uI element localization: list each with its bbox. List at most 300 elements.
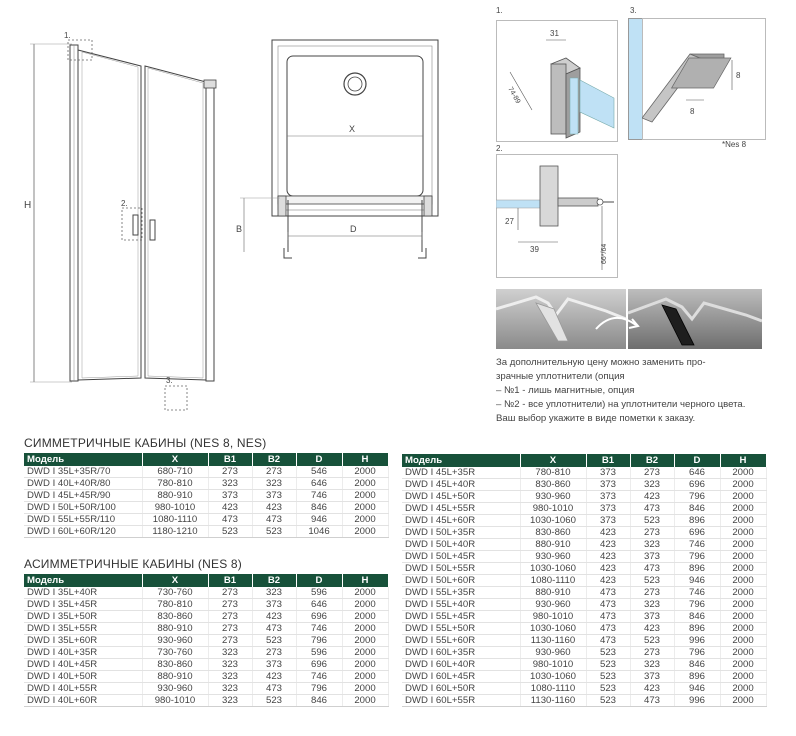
column-header: H [720,454,766,467]
table-row [24,490,388,502]
table-cell: 523 [252,695,296,707]
table-cell: 423 [586,575,630,587]
table-cell: 473 [586,623,630,635]
dim-b-label: B [236,224,243,234]
table-cell: 423 [252,502,296,514]
detail-2-label: 2. [496,144,503,153]
table-row [24,623,388,635]
table-cell: 373 [586,503,630,515]
table-cell: 2000 [342,478,388,490]
table-row [24,599,388,611]
table-cell: 2000 [720,467,766,479]
table-row [402,683,766,695]
table-cell: 273 [630,527,674,539]
table-cell: 1030-1060 [520,563,586,575]
table-cell: 423 [586,527,630,539]
table-cell: 880-910 [142,490,208,502]
table-row [24,526,388,538]
table-cell: 696 [674,527,720,539]
table-cell: DWD I 60L+45R [402,671,520,683]
table-cell: DWD I 50L+60R [402,575,520,587]
column-header: Модель [402,454,520,467]
table-row [24,514,388,526]
table-cell: 946 [674,575,720,587]
dim-d-label: D [350,224,357,234]
table-cell: 373 [208,490,252,502]
table-cell: 896 [674,623,720,635]
table-cell: 696 [296,611,342,623]
table-cell: DWD I 45L+40R [402,479,520,491]
table-cell: 323 [208,478,252,490]
table-cell: 780-810 [142,478,208,490]
table-cell: DWD I 45L+35R [402,467,520,479]
table-cell: 980-1010 [520,503,586,515]
table-cell: 423 [586,563,630,575]
table-cell: 2000 [720,683,766,695]
table-row [24,611,388,623]
table-cell: 2000 [720,671,766,683]
table-cell: 796 [674,491,720,503]
table-cell: 323 [630,599,674,611]
table-cell: 2000 [720,647,766,659]
table-cell: 646 [296,599,342,611]
detail-1-dim-top: 31 [550,29,559,38]
asym-table-right [402,454,767,707]
table-cell: 596 [296,647,342,659]
table-cell: 523 [252,526,296,538]
table-cell: 546 [296,466,342,478]
table-cell: 373 [586,467,630,479]
table-cell: 896 [674,515,720,527]
notes-line: Ваш выбор укажите в виде пометки к заказу. [496,413,696,424]
table-cell: 746 [296,623,342,635]
table-cell: 846 [296,695,342,707]
table-cell: 473 [252,683,296,695]
table-cell: 273 [630,467,674,479]
column-header: B1 [208,453,252,466]
notes-line: – №1 - лишь магнитные, опция [496,385,635,396]
detail-1-label: 1. [496,6,503,15]
marker-2-label: 2. [121,199,128,208]
table-cell: 523 [630,515,674,527]
table-row [402,599,766,611]
table-cell: DWD I 45L+60R [402,515,520,527]
table-cell: 473 [630,503,674,515]
sym-table-body [24,466,388,538]
table-cell: 2000 [720,575,766,587]
table-cell: 930-960 [520,647,586,659]
table-cell: 796 [296,683,342,695]
table-cell: 980-1010 [520,659,586,671]
seal-photo [496,289,762,349]
marker-1-label: 1. [64,31,71,40]
table-cell: 2000 [720,551,766,563]
table-header-row [402,454,766,467]
asym-table [24,574,389,707]
table-cell: DWD I 60L+35R [402,647,520,659]
sym-table [24,453,389,538]
column-header: D [674,454,720,467]
table-cell: DWD I 55L+60R [402,635,520,647]
table-cell: 473 [252,623,296,635]
table-cell: 2000 [720,587,766,599]
table-cell: 273 [208,611,252,623]
table-row [402,659,766,671]
table-cell: 2000 [342,647,388,659]
asym-table-right-header [402,454,766,467]
table-cell: 523 [630,575,674,587]
table-cell: DWD I 55L+40R [402,599,520,611]
table-cell: 2000 [342,611,388,623]
table-cell: 323 [208,683,252,695]
table-cell: DWD I 40L+50R [24,671,142,683]
table-cell: 1130-1160 [520,635,586,647]
detail-3-label: 3. [630,6,637,15]
table-cell: 646 [296,478,342,490]
sym-table-title: СИММЕТРИЧНЫЕ КАБИНЫ (NES 8, NES) [24,436,267,450]
table-cell: 373 [586,479,630,491]
table-cell: 830-860 [520,479,586,491]
table-cell: 473 [630,695,674,707]
table-cell: 473 [252,514,296,526]
table-cell: 423 [630,623,674,635]
table-row [402,479,766,491]
table-cell: 423 [252,611,296,623]
asym-table-right-body [402,467,766,707]
table-row [402,563,766,575]
table-cell: 980-1010 [142,695,208,707]
table-cell: 646 [674,467,720,479]
table-cell: 2000 [720,695,766,707]
table-cell: 2000 [342,490,388,502]
table-cell: 696 [296,659,342,671]
table-cell: DWD I 55L+55R/110 [24,514,142,526]
detail-3-note: *Nes 8 [722,140,747,149]
dim-x-label: X [349,124,356,134]
column-header: B1 [586,454,630,467]
table-cell: 473 [586,635,630,647]
table-row [24,659,388,671]
table-cell: DWD I 60L+60R/120 [24,526,142,538]
table-cell: 273 [630,647,674,659]
table-cell: 1130-1160 [520,695,586,707]
table-cell: 930-960 [142,683,208,695]
table-cell: 2000 [342,623,388,635]
column-header: H [342,574,388,587]
column-header: H [342,453,388,466]
table-cell: 373 [252,599,296,611]
table-cell: 880-910 [520,539,586,551]
table-cell: 2000 [342,683,388,695]
notes-line: – №2 - все уплотнители) на уплотнители черного цвета. [496,399,746,410]
detail-3-drawing [642,18,764,138]
table-cell: 2000 [342,599,388,611]
table-cell: 2000 [720,515,766,527]
table-row [402,647,766,659]
table-cell: DWD I 55L+35R [402,587,520,599]
table-cell: 373 [252,490,296,502]
table-cell: 423 [630,491,674,503]
asym-table-title: АСИММЕТРИЧНЫЕ КАБИНЫ (NES 8) [24,557,243,571]
table-row [402,503,766,515]
table-cell: 323 [630,659,674,671]
table-cell: 746 [674,587,720,599]
column-header: X [520,454,586,467]
table-cell: 2000 [720,659,766,671]
column-header: D [296,453,342,466]
table-row [402,611,766,623]
table-cell: DWD I 45L+55R [402,503,520,515]
table-cell: 323 [208,659,252,671]
table-cell: 1180-1210 [142,526,208,538]
table-cell: 830-860 [520,527,586,539]
table-cell: DWD I 60L+40R [402,659,520,671]
table-cell: 846 [674,611,720,623]
table-cell: 473 [630,563,674,575]
table-cell: 2000 [342,659,388,671]
table-cell: 846 [296,502,342,514]
table-cell: 880-910 [142,623,208,635]
table-cell: 2000 [342,514,388,526]
table-row [24,478,388,490]
table-row [402,551,766,563]
table-cell: 946 [674,683,720,695]
table-cell: 273 [208,466,252,478]
table-cell: 1080-1110 [520,683,586,695]
detail-3-dim-a: 8 [736,71,741,80]
table-cell: 2000 [342,466,388,478]
table-cell: 473 [586,599,630,611]
table-cell: 730-760 [142,587,208,599]
table-cell: DWD I 40L+60R [24,695,142,707]
table-row [402,623,766,635]
table-cell: 930-960 [142,635,208,647]
table-cell: 323 [208,695,252,707]
table-cell: 523 [586,647,630,659]
asym-table-header [24,574,388,587]
table-cell: 830-860 [142,611,208,623]
table-row [24,647,388,659]
table-cell: 523 [208,526,252,538]
detail-2-dim-66: 66*/64 [601,243,608,264]
table-cell: 273 [208,587,252,599]
table-cell: 373 [630,611,674,623]
table-row [402,635,766,647]
table-cell: 2000 [720,503,766,515]
sym-table-header [24,453,388,466]
table-row [402,515,766,527]
seal-option-notes [496,356,786,426]
detail-3-dim-b: 8 [690,107,695,116]
detail-2-drawing [496,154,616,276]
dim-h-label: H [24,200,32,211]
table-row [24,502,388,514]
table-row [24,466,388,478]
asym-table-body [24,587,388,707]
table-cell: 2000 [342,671,388,683]
table-cell: 273 [630,587,674,599]
table-cell: 373 [252,659,296,671]
table-cell: DWD I 45L+50R [402,491,520,503]
table-cell: 930-960 [520,491,586,503]
table-cell: 896 [674,671,720,683]
table-cell: DWD I 50L+45R [402,551,520,563]
table-cell: 996 [674,635,720,647]
table-cell: 323 [208,647,252,659]
detail-1-dim-angle: 74-89 [506,86,522,106]
table-cell: 373 [586,491,630,503]
table-cell: 2000 [720,623,766,635]
column-header: B1 [208,574,252,587]
column-header: D [296,574,342,587]
table-row [402,467,766,479]
table-cell: 473 [586,611,630,623]
table-cell: 2000 [720,479,766,491]
table-cell: DWD I 45L+45R/90 [24,490,142,502]
column-header: X [142,574,208,587]
table-cell: 2000 [342,526,388,538]
table-header-row [24,453,388,466]
table-cell: 473 [208,514,252,526]
table-cell: DWD I 40L+35R [24,647,142,659]
table-cell: DWD I 50L+55R [402,563,520,575]
table-cell: 323 [252,587,296,599]
table-cell: 273 [208,599,252,611]
table-cell: 996 [674,695,720,707]
table-row [402,575,766,587]
table-cell: 523 [586,695,630,707]
table-cell: DWD I 35L+60R [24,635,142,647]
column-header: B2 [252,574,296,587]
table-cell: 2000 [720,527,766,539]
table-cell: DWD I 35L+40R [24,587,142,599]
table-cell: 796 [674,647,720,659]
table-cell: 896 [674,563,720,575]
table-row [24,635,388,647]
table-cell: 730-760 [142,647,208,659]
table-cell: DWD I 55L+50R [402,623,520,635]
table-cell: 2000 [720,539,766,551]
table-cell: 373 [630,551,674,563]
table-cell: DWD I 55L+45R [402,611,520,623]
table-cell: 946 [296,514,342,526]
table-cell: 596 [296,587,342,599]
detail-1-drawing [496,20,616,140]
column-header: X [142,453,208,466]
table-cell: 930-960 [520,551,586,563]
notes-line: зрачные уплотнители (опция [496,371,625,382]
table-cell: 323 [630,539,674,551]
column-header: Модель [24,574,142,587]
table-cell: 1080-1110 [520,575,586,587]
table-cell: 746 [674,539,720,551]
table-cell: 323 [252,478,296,490]
table-row [24,683,388,695]
table-cell: 980-1010 [142,502,208,514]
table-row [24,695,388,707]
table-cell: 423 [630,683,674,695]
table-cell: 1030-1060 [520,623,586,635]
table-cell: 523 [630,635,674,647]
table-cell: DWD I 60L+55R [402,695,520,707]
front-view-drawing [20,30,230,420]
table-cell: 2000 [342,502,388,514]
table-cell: 1080-1110 [142,514,208,526]
table-row [24,587,388,599]
top-view-drawing [232,36,447,266]
table-cell: DWD I 40L+45R [24,659,142,671]
table-cell: 473 [586,587,630,599]
table-cell: 523 [252,635,296,647]
table-cell: 746 [296,671,342,683]
table-cell: 2000 [342,695,388,707]
table-cell: 423 [586,539,630,551]
table-cell: DWD I 35L+55R [24,623,142,635]
notes-line: За дополнительную цену можно заменить про- [496,357,706,368]
detail-2-dim-27: 27 [505,217,514,226]
table-cell: 1030-1060 [520,515,586,527]
table-cell: 2000 [720,611,766,623]
table-cell: 796 [674,599,720,611]
table-cell: 373 [630,671,674,683]
detail-2-dim-39: 39 [530,245,539,254]
table-cell: DWD I 40L+40R/80 [24,478,142,490]
table-cell: 2000 [720,635,766,647]
table-cell: 796 [674,551,720,563]
table-cell: 523 [586,671,630,683]
table-header-row [24,574,388,587]
table-cell: 273 [208,623,252,635]
table-row [402,695,766,707]
table-row [402,587,766,599]
table-cell: DWD I 35L+35R/70 [24,466,142,478]
table-cell: 1030-1060 [520,671,586,683]
table-cell: 523 [586,683,630,695]
table-cell: 273 [252,647,296,659]
table-cell: 880-910 [520,587,586,599]
table-cell: 780-810 [142,599,208,611]
table-cell: 696 [674,479,720,491]
table-cell: 2000 [720,599,766,611]
marker-3-label: 3. [166,376,173,385]
table-row [402,539,766,551]
table-cell: 273 [252,466,296,478]
table-cell: 323 [208,671,252,683]
column-header: B2 [630,454,674,467]
table-cell: 680-710 [142,466,208,478]
table-row [402,671,766,683]
table-cell: DWD I 50L+50R/100 [24,502,142,514]
column-header: B2 [252,453,296,466]
table-cell: 423 [208,502,252,514]
table-cell: 1046 [296,526,342,538]
table-cell: 2000 [342,635,388,647]
table-cell: DWD I 50L+35R [402,527,520,539]
table-cell: 796 [296,635,342,647]
table-row [24,671,388,683]
table-cell: 980-1010 [520,611,586,623]
table-row [402,491,766,503]
table-row [402,527,766,539]
table-cell: 930-960 [520,599,586,611]
table-cell: 746 [296,490,342,502]
column-header: Модель [24,453,142,466]
table-cell: 423 [586,551,630,563]
table-cell: 2000 [720,563,766,575]
table-cell: 846 [674,503,720,515]
table-cell: 523 [586,659,630,671]
table-cell: DWD I 40L+55R [24,683,142,695]
